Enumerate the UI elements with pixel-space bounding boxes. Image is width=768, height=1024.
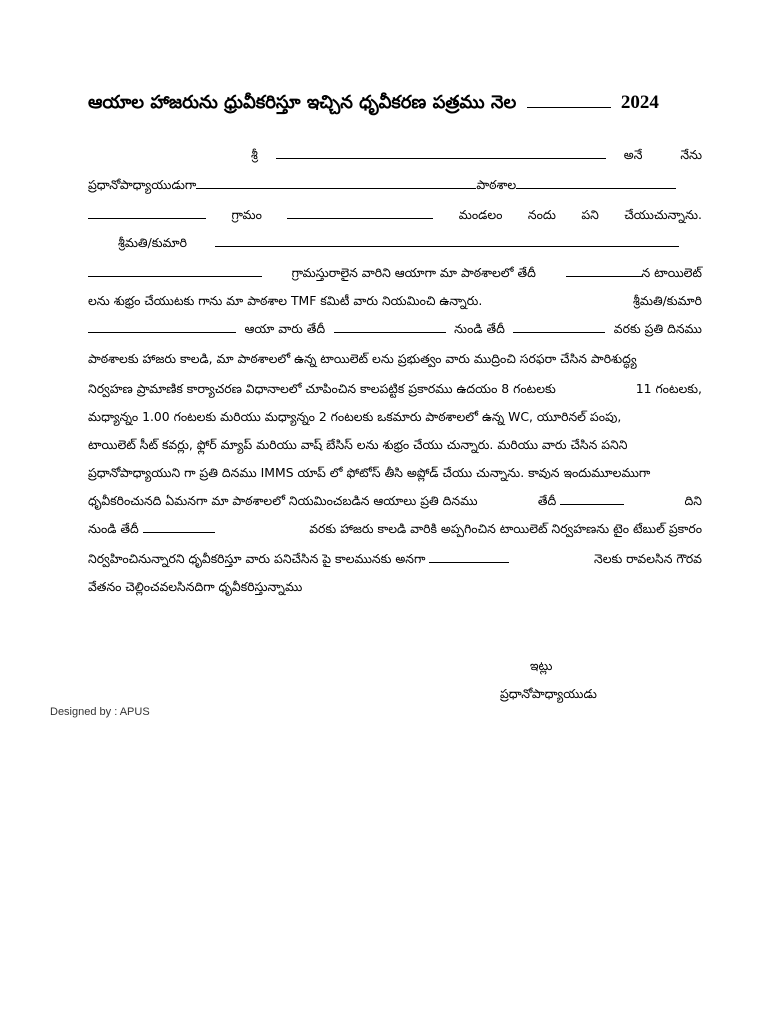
line-8: పాఠశాలకు హాజరు కాలడి, మా పాఠశాలలో ఉన్న టాయిలెట్ లను ప్రభుత్వం వారు ముద్రించి సరఫరా చేసిన పారిశుద్ధ్య: [88, 351, 637, 366]
line-7: [88, 320, 702, 338]
line-9-text: నిర్వహణ ప్రామాణిక కార్యాచరణ విధానాలలో చూపించిన కాలపట్టిక ప్రకారము ఉదయం 8 గంటలకు: [88, 381, 556, 396]
line-14: [88, 520, 702, 538]
line-13-text: ధృవీకరించునది ఏమనగా మా పాఠశాలలో నియమించబడిన ఆయాలు ప్రతి దినము: [88, 493, 478, 508]
signature-role: ప్రధానోపాధ్యాయుడు: [500, 686, 597, 701]
line-2: [88, 176, 702, 194]
from-date-blank-2[interactable]: [560, 492, 624, 505]
aaya-name-blank[interactable]: [215, 234, 679, 247]
srimati-label-2: శ్రీమతి/కుమారి: [633, 293, 702, 308]
line-14-text: వరకు హాజరు కాలడి వారికి అప్పగించిన టాయిలెట్ నిర్వహణను టైం టేబుల్ ప్రకారం: [309, 521, 702, 536]
line-15-end: నెలకు రావలసిన గౌరవ: [594, 551, 702, 566]
aaya-name-blank-2[interactable]: [88, 320, 236, 333]
dini-word: దిని: [684, 493, 702, 508]
line-13: [88, 492, 702, 510]
to-date-label-2: నుండి తేదీ: [88, 521, 139, 536]
hm-name-blank[interactable]: [196, 176, 476, 189]
line-11: టాయిలెట్ సీట్ కవర్లు, ఫ్లోర్ మ్యాప్ మరియు వాష్ బేసిస్ లను శుభ్రం చేయు చున్నారు. మరియు వారు చేసిన పనిని: [88, 437, 628, 452]
appoint-date-blank[interactable]: [566, 264, 642, 277]
from-date-label: ఆయా వారు తేదీ: [244, 321, 326, 336]
line-6: [88, 292, 702, 310]
line-9: [88, 380, 702, 398]
to-date-blank[interactable]: [513, 320, 605, 333]
line-16: వేతనం చెల్లించవలసినదిగా ధృవీకరిస్తున్నాము: [88, 579, 303, 594]
nenu-label: నేను: [680, 147, 702, 162]
village-label: గ్రామం: [231, 207, 262, 222]
name-blank[interactable]: [276, 146, 606, 159]
daily-label: వరకు ప్రతి దినము: [613, 321, 702, 336]
sri-label: శ్రీ: [251, 147, 258, 162]
mandal-label: మండలం: [458, 207, 503, 222]
srimati-label: శ్రీమతి/కుమారి: [118, 235, 187, 250]
cheyu-word: చేయుచున్నాను.: [624, 207, 702, 222]
mandal-name-blank[interactable]: [287, 206, 433, 219]
line-15: [88, 550, 702, 568]
line-1: [88, 146, 702, 164]
from-date-blank[interactable]: [334, 320, 446, 333]
line-4: [88, 234, 702, 252]
line-5: [88, 264, 702, 282]
line-10: మధ్యాన్నం 1.00 గంటలకు మరియు మధ్యాన్నం 2 గంటలకు ఒకమారు పాఠశాలలో ఉన్న WC, యూరినల్ పంపు,: [88, 409, 622, 424]
to-date-label: నుండి తేదీ: [454, 321, 505, 336]
month-blank-2[interactable]: [429, 550, 509, 563]
toilet-word: న టాయిలెట్: [641, 265, 702, 280]
line-3: [88, 206, 702, 224]
document-title: [88, 92, 708, 117]
village-name-blank[interactable]: [88, 206, 206, 219]
pani-word: పని: [581, 207, 599, 222]
title-text: ఆయాల హాజరును ధ్రువీకరిస్తూ ఇచ్చిన ధృవీకరణ పత్రము నెల: [88, 92, 517, 113]
title-year: 2024: [620, 92, 659, 113]
to-date-blank-2[interactable]: [143, 520, 215, 533]
month-blank[interactable]: [527, 93, 611, 108]
school-blank[interactable]: [516, 176, 676, 189]
line-15-text: నిర్వహించినున్నారని ధృవీకరిస్తూ వారు పనిచేసిన పై కాలమునకు అనగా: [88, 551, 426, 566]
designed-by-footer: Designed by : APUS: [50, 706, 150, 718]
line-5-text: గ్రామస్తురాలైన వారిని ఆయాగా మా పాఠశాలలో తేదీ: [291, 265, 536, 280]
hm-label: ప్రధానోపాధ్యాయుడుగా: [88, 177, 197, 192]
line-9-time: 11 గంటలకు,: [635, 381, 702, 396]
school-label: పాఠశాల: [476, 177, 517, 192]
nandu-word: నందు: [527, 207, 556, 222]
line-12: ప్రధానోపాధ్యాయుని గా ప్రతి దినము IMMS యాప్ లో ఫోటోస్ తీసి అప్లోడ్ చేయు చున్నాను. కావున ఇందుమూలముగా: [88, 465, 651, 480]
date-label: తేదీ: [537, 493, 557, 508]
signature-itlu: ఇట్లు: [530, 658, 553, 673]
aaya-village-blank[interactable]: [88, 264, 262, 277]
line-6-text: లను శుభ్రం చేయుటకు గాను మా పాఠశాల TMF కమిటీ వారు నియమించి ఉన్నారు.: [88, 293, 483, 308]
ane-label: అనే: [623, 147, 643, 162]
